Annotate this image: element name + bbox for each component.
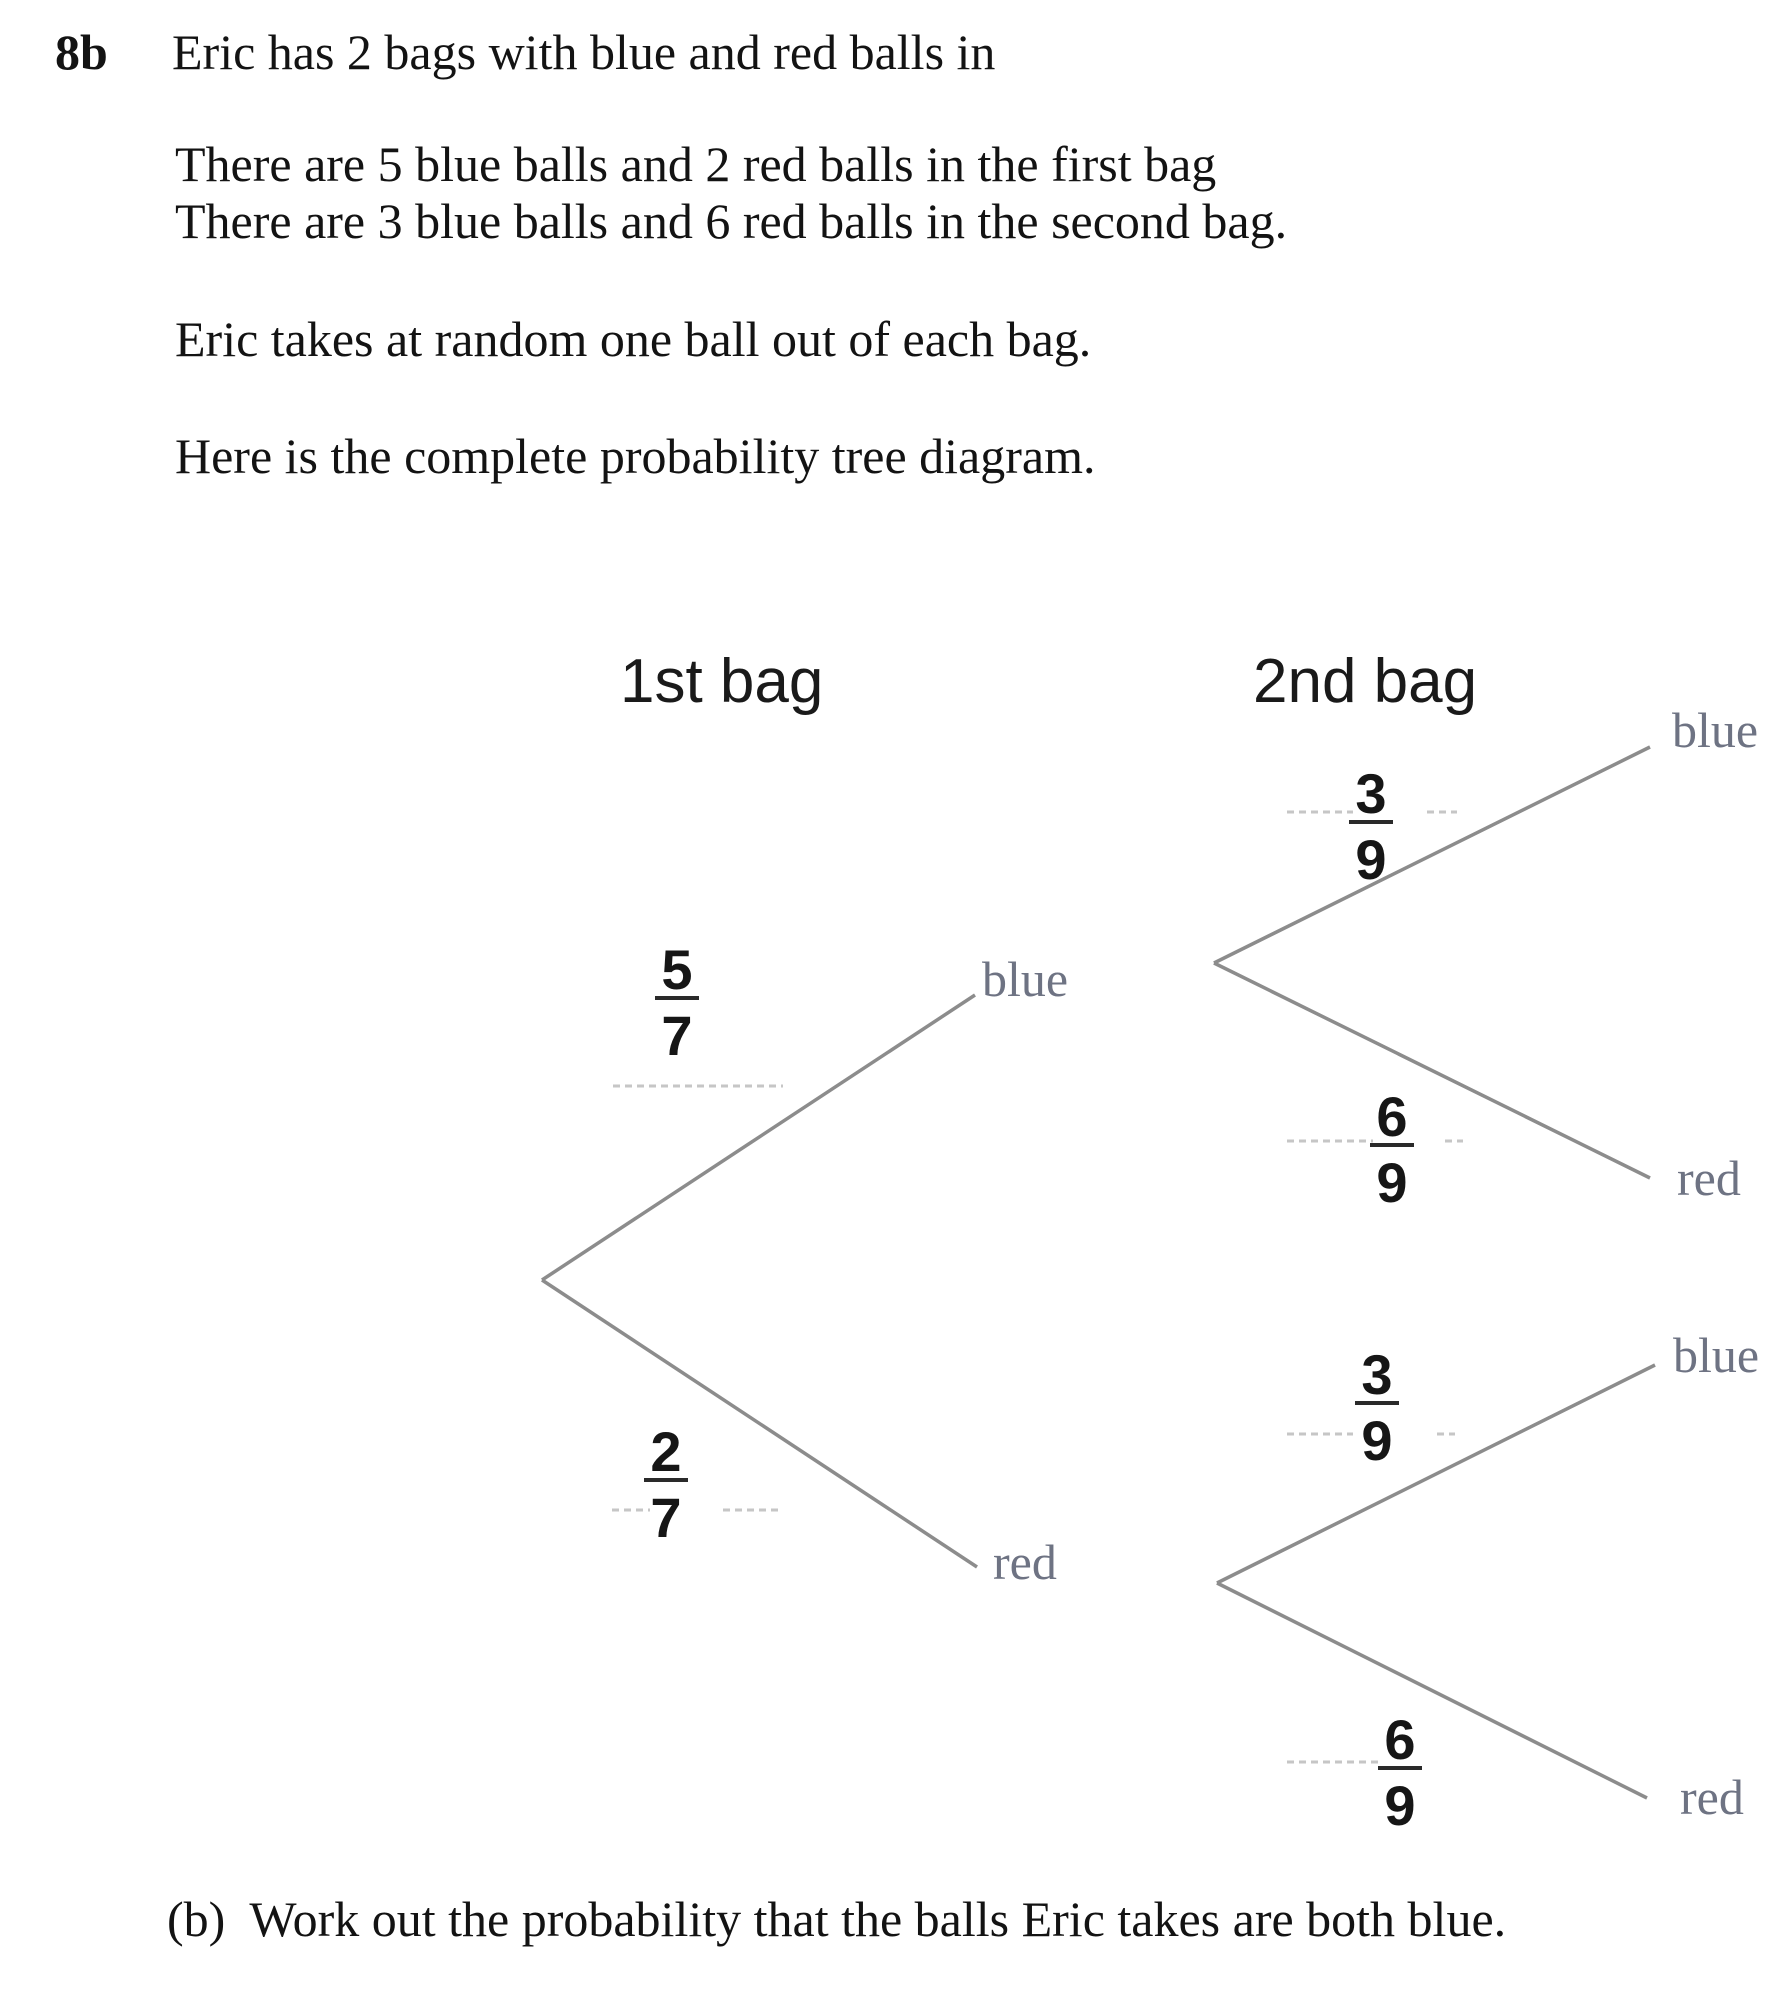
probability-bag1-blue: [637, 938, 717, 1068]
question-intro-line: Eric has 2 bags with blue and red balls in: [172, 24, 996, 80]
probability-bag1-red: [626, 1420, 706, 1550]
probability-bag2-blue-then-red: [1352, 1085, 1432, 1215]
part-b-question-line: (b) Work out the probability that the balls Eric takes are both blue.: [167, 1891, 1507, 1947]
fraction-denominator: 9: [1355, 828, 1387, 892]
probability-bag2-red-then-blue: [1337, 1343, 1417, 1473]
leaf-bag2-blue-then-red: red: [1677, 1150, 1741, 1206]
leaf-bag1-red: red: [993, 1534, 1057, 1590]
bag1-contents-line: There are 5 blue balls and 2 red balls in the first bag: [175, 136, 1217, 192]
fraction-numerator: 3: [1355, 1350, 1398, 1405]
probability-bag2-red-then-red: [1360, 1708, 1440, 1838]
fraction-numerator: 6: [1370, 1092, 1413, 1147]
branch-bag1-red: [542, 1280, 977, 1567]
fraction-numerator: 2: [644, 1427, 687, 1482]
bag1-column-header: 1st bag: [620, 647, 824, 716]
fraction-denominator: 7: [650, 1486, 682, 1550]
leaf-bag2-blue-then-blue: blue: [1672, 702, 1759, 758]
leaf-bag2-red-then-blue: blue: [1673, 1327, 1760, 1383]
leaf-bag2-red-then-red: red: [1680, 1769, 1744, 1825]
tree-intro-line: Here is the complete probability tree diagram.: [175, 428, 1096, 484]
fraction-denominator: 9: [1384, 1774, 1416, 1838]
bag2-contents-line: There are 3 blue balls and 6 red balls in the second bag.: [175, 193, 1288, 249]
question-number: 8b: [55, 24, 108, 80]
branch-bag2-blue-then-blue: [1214, 747, 1650, 963]
fraction-numerator: 3: [1349, 769, 1392, 824]
branch-bag1-blue: [542, 995, 975, 1280]
branch-bag2-red-then-blue: [1217, 1365, 1655, 1583]
branch-bag2-blue-then-red: [1214, 963, 1650, 1178]
fraction-denominator: 9: [1376, 1151, 1408, 1215]
action-line: Eric takes at random one ball out of each bag.: [175, 311, 1092, 367]
fraction-numerator: 6: [1378, 1715, 1421, 1770]
fraction-numerator: 5: [655, 945, 698, 1000]
leaf-bag1-blue: blue: [982, 951, 1069, 1007]
fraction-denominator: 7: [661, 1004, 693, 1068]
probability-bag2-blue-then-blue: [1331, 762, 1411, 892]
bag2-column-header: 2nd bag: [1253, 647, 1478, 716]
fraction-denominator: 9: [1361, 1409, 1393, 1473]
